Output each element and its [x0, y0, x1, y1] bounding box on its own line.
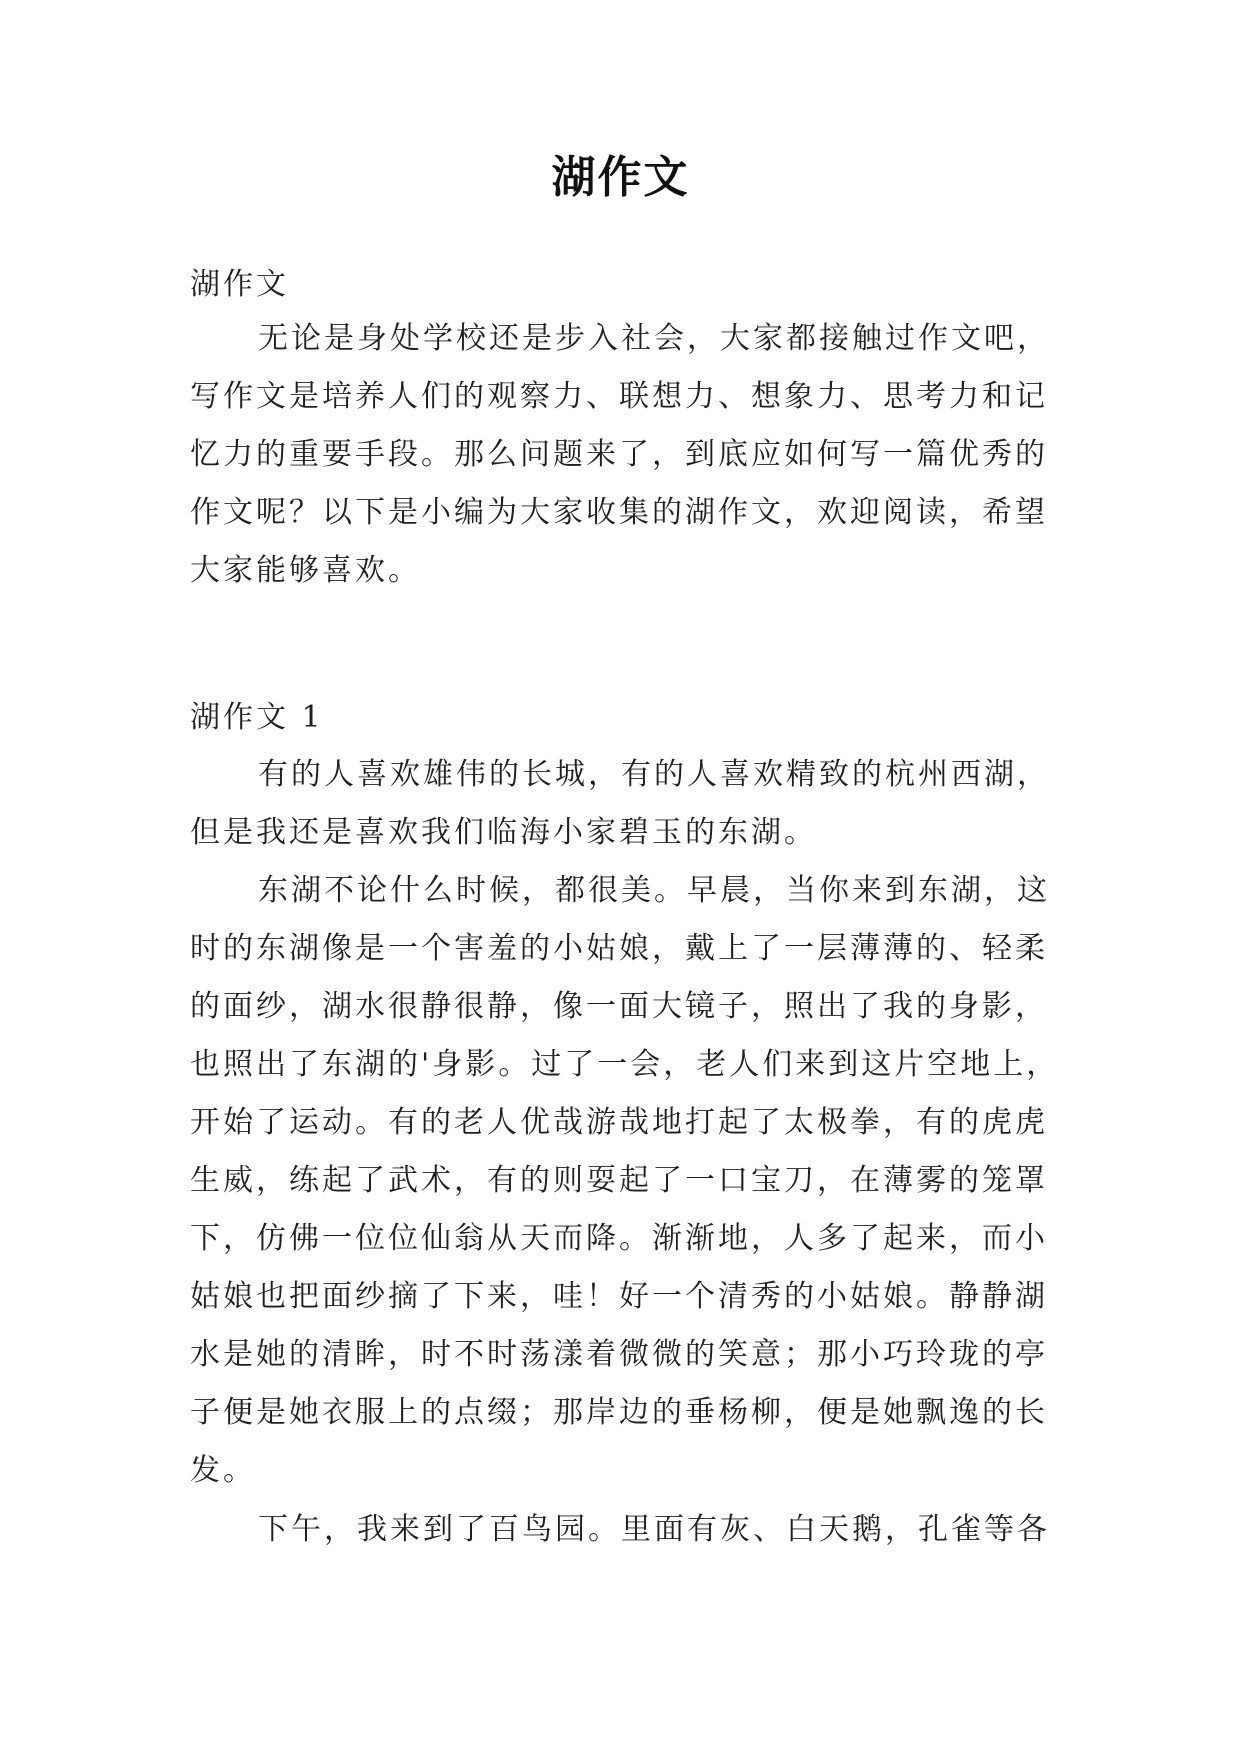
paragraph-line: 水是她的清眸，时不时荡漾着微微的笑意；那小巧玲珑的亭: [190, 1337, 1048, 1372]
paragraph-line: 下，仿佛一位位仙翁从天而降。渐渐地，人多了起来，而小: [190, 1221, 1048, 1256]
paragraph-line: 有的人喜欢雄伟的长城，有的人喜欢精致的杭州西湖，: [258, 757, 1050, 792]
paragraph-line: 也照出了东湖的'身影。过了一会，老人们来到这片空地上，: [190, 1047, 1060, 1082]
intro-heading: 湖作文: [190, 267, 289, 302]
intro-line: 大家能够喜欢。: [190, 553, 421, 588]
document-title: 湖作文: [551, 152, 690, 203]
paragraph-line: 生威，练起了武术，有的则耍起了一口宝刀，在薄雾的笼罩: [190, 1163, 1048, 1198]
section-heading: 湖作文 1: [190, 700, 324, 735]
paragraph-line: 时的东湖像是一个害羞的小姑娘，戴上了一层薄薄的、轻柔: [190, 931, 1048, 966]
paragraph-line: 发。: [190, 1453, 256, 1488]
paragraph-line: 东湖不论什么时候，都很美。早晨，当你来到东湖，这: [258, 873, 1050, 908]
paragraph-line: 下午，我来到了百鸟园。里面有灰、白天鹅，孔雀等各: [258, 1512, 1050, 1547]
intro-line: 作文呢？以下是小编为大家收集的湖作文，欢迎阅读，希望: [190, 495, 1048, 530]
intro-line: 写作文是培养人们的观察力、联想力、想象力、思考力和记: [190, 379, 1048, 414]
intro-line: 无论是身处学校还是步入社会，大家都接触过作文吧，: [258, 321, 1050, 356]
paragraph-line: 但是我还是喜欢我们临海小家碧玉的东湖。: [190, 815, 817, 850]
paragraph-line: 开始了运动。有的老人优哉游哉地打起了太极拳，有的虎虎: [190, 1105, 1048, 1140]
paragraph-line: 子便是她衣服上的点缀；那岸边的垂杨柳，便是她飘逸的长: [190, 1395, 1048, 1430]
paragraph-line: 姑娘也把面纱摘了下来，哇！好一个清秀的小姑娘。静静湖: [190, 1279, 1048, 1314]
intro-line: 忆力的重要手段。那么问题来了，到底应如何写一篇优秀的: [190, 437, 1048, 472]
paragraph-line: 的面纱，湖水很静很静，像一面大镜子，照出了我的身影，: [190, 989, 1048, 1024]
